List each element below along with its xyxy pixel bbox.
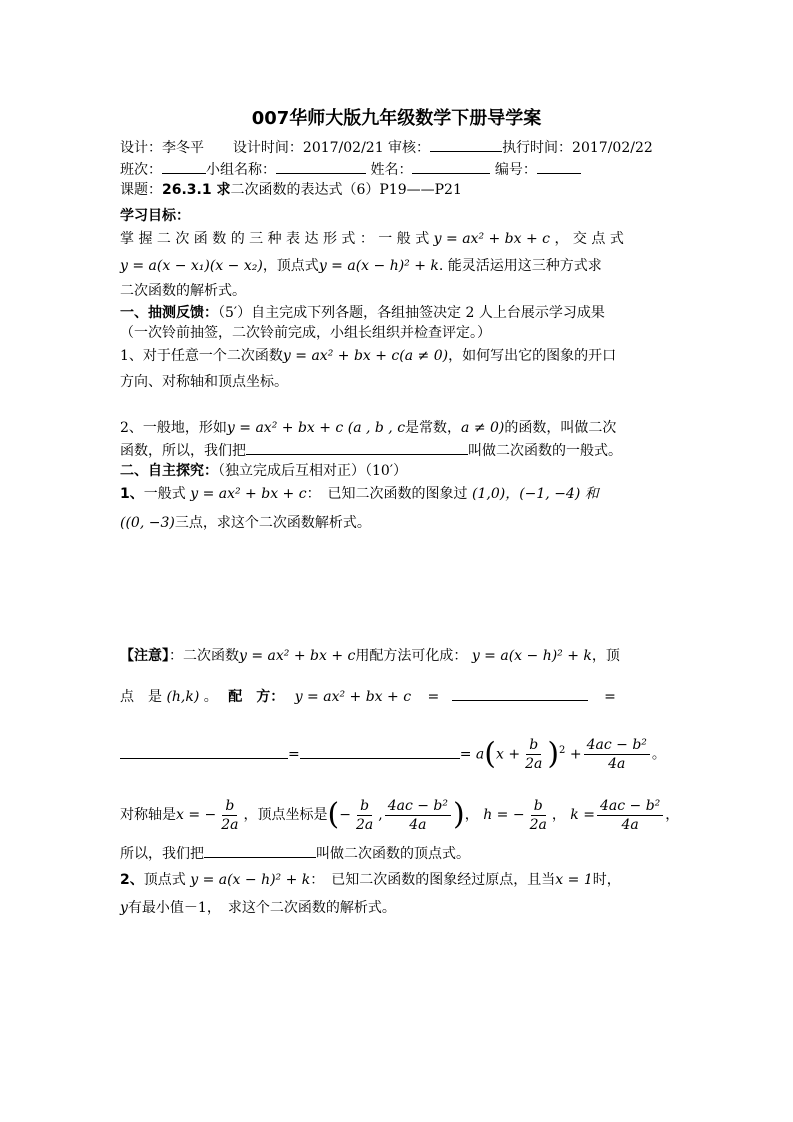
q2-text: 2、一般地，形如 [120, 420, 227, 436]
notice-text: 。 [203, 689, 218, 705]
notice-formula: y = ax² + bx + c [239, 648, 356, 664]
notice-text: 叫做二次函数的顶点式。 [316, 846, 470, 862]
fraction-k [584, 736, 650, 773]
p2-text: ： 已知二次函数的图象经过原点，且当 [310, 872, 556, 888]
section1-text: （5′）自主完成下列各题，各组抽签决定 2 人上台展示学习成果 [218, 305, 605, 321]
q2-text: 是常数， [405, 420, 462, 436]
axis-formula: x = − [176, 807, 217, 823]
p2-var: y [120, 900, 128, 916]
frac-den: 2a [355, 816, 374, 833]
vertex-form-blank[interactable] [204, 843, 316, 858]
notice-formula: (h,k) [166, 689, 200, 705]
fraction-b-2a [527, 797, 550, 834]
section2-heading: 二、自主探究： [120, 463, 218, 479]
q2-formula: y = ax² + bx + c (a , b , c [226, 420, 406, 436]
notice-line-3: = = a(x + $\frac{b}{2a}$ )$^2$ + $\frac{\text{4ac − b²}}{4a}$ 。 [120, 726, 666, 776]
paren-left: ( [484, 736, 496, 772]
frac-den: 4a [621, 816, 639, 833]
section2-note: （独立完成后互相对正）（10′） [218, 463, 407, 479]
frac-num: 4ac − b² [385, 797, 451, 816]
p2-text: 时， [592, 872, 621, 888]
header-line-3 [120, 180, 462, 200]
designer: 设计：李冬平 [120, 140, 204, 156]
objectives-text: 掌 握 二 次 函 数 的 三 种 表 达 形 式 ： 一 般 式 [120, 231, 430, 247]
design-time: 设计时间：2017/02/21 审核： [232, 140, 431, 156]
frac-num: b [531, 797, 546, 816]
vertex-form: y = a(x − h)² + k [318, 258, 439, 274]
general-form: y = ax² + bx + c [433, 231, 551, 247]
notice-line-4: 对称轴是x = − $\frac{b}{2a}$ ，顶点坐标是(− $\frac{b}{2a}$ , $\frac{\text{4ac − b²}}{4a}$ )， h = − $\frac{b}{2a}$ ， k = $\frac{\text{4ac − b²}}{4a}$ ， [120, 797, 680, 833]
p2-formula: y = a(x − h)² + k [190, 872, 311, 888]
p1-number: 1、 [120, 486, 144, 502]
objectives-line-2 [120, 256, 602, 276]
page-title: 007华师大版九年级数学下册导学案 [251, 108, 542, 129]
complete-square-blank-3[interactable] [300, 744, 460, 759]
p1-text: ： 已知二次函数的图象过 [306, 486, 468, 502]
paren-right: ) [453, 797, 465, 832]
fraction-k [597, 797, 663, 834]
fraction-b-2a [218, 797, 241, 834]
notice-line-5 [120, 843, 470, 864]
paren-left: ( [327, 797, 340, 832]
objectives-text: ， 交 点 式 [554, 231, 624, 247]
equals: = [427, 689, 440, 705]
question-2-cont [120, 440, 622, 461]
notice-label: 【注意】 [120, 648, 169, 664]
exec-time: 执行时间：2017/02/22 [502, 140, 653, 156]
problem-1-cont [120, 513, 371, 533]
frac-den: 2a [529, 816, 547, 833]
section1-title [120, 303, 605, 323]
p2-text: 顶点式 [143, 872, 186, 888]
problem-2 [120, 870, 621, 890]
number-label: 编号： [494, 162, 537, 178]
problem-2-cont [120, 898, 396, 918]
q2-text: 叫做二次函数的一般式。 [468, 443, 622, 459]
notice-text: 点 是 [120, 689, 162, 705]
problem-1 [120, 484, 599, 504]
p1-points: (1,0)，(−1, −4) 和 [472, 486, 599, 502]
topic-number: 26.3.1 求 [162, 182, 231, 198]
p1-formula: y = ax² + bx + c [190, 486, 307, 502]
group-label: 小组名称： [206, 162, 276, 178]
q2-text: 的函数，叫做二次 [504, 420, 617, 436]
fraction-b-2a [522, 736, 545, 773]
q2-text: 函数，所以，我们把 [120, 443, 246, 459]
equals: = [288, 746, 300, 763]
notice-formula: y = a(x − h)² + k [471, 648, 592, 664]
k-formula: k = [570, 807, 595, 823]
objectives-text: . 能灵活运用这三种方式求 [438, 258, 602, 274]
objectives-line-1 [120, 229, 624, 249]
notice-text: ：二次函数 [169, 648, 239, 664]
header-line-2 [120, 159, 581, 180]
var-x: x + [495, 746, 521, 763]
q1-text: ，如何写出它的图象的开口 [448, 348, 617, 364]
frac-den: 4a [608, 756, 626, 773]
question-2 [120, 418, 616, 438]
q1-formula: y = ax² + bx + c(a ≠ 0) [282, 348, 449, 364]
notice-text: 用配方法可化成： [355, 648, 468, 664]
frac-den: 4a [409, 816, 427, 833]
frac-num: b [526, 736, 541, 755]
section1-heading: 一、抽测反馈： [120, 305, 218, 321]
notice-line-2 [120, 686, 616, 707]
p1-point: ((0, −3) [120, 515, 175, 531]
section2-title [120, 461, 407, 481]
axis-label: 对称轴是 [120, 807, 176, 823]
notice-text: ，顶 [591, 648, 620, 664]
frac-num: 4ac − b² [597, 797, 663, 816]
notice-formula: = a [459, 746, 485, 763]
question-1-cont: 方向、对称轴和顶点坐标。 [120, 374, 288, 390]
section1-note: （一次铃前抽签，二次铃前完成，小组长组织并检查评定。） [120, 325, 491, 341]
p2-formula: x = 1 [555, 872, 593, 888]
name-label: 姓名： [370, 162, 413, 178]
vertex-label: ，顶点坐标是 [243, 807, 328, 823]
general-form-blank[interactable] [246, 440, 468, 455]
paren-right: ) [547, 736, 560, 772]
notice-formula: y = ax² + bx + c [294, 689, 412, 705]
equals: = [604, 689, 616, 705]
class-blank[interactable] [162, 159, 206, 174]
number-blank[interactable] [537, 159, 581, 174]
frac-num: 4ac − b² [584, 736, 650, 755]
topic-label: 课题： [120, 182, 162, 198]
p1-text: 一般式 [143, 486, 186, 502]
notice-complete-square: 配 方： [228, 689, 285, 705]
group-blank[interactable] [276, 159, 366, 174]
intersect-form: y = a(x − x₁)(x − x₂) [120, 258, 263, 274]
header-line-1 [120, 137, 653, 158]
frac-den: 2a [221, 816, 239, 833]
exponent: 2 [559, 745, 566, 756]
q2-formula: a ≠ 0) [461, 420, 505, 436]
topic-text: 二次函数的表达式（6）P19——P21 [230, 182, 462, 198]
notice-text: 所以，我们把 [120, 846, 204, 862]
frac-den: 2a [525, 756, 543, 773]
p2-text: 有最小值－1， 求这个二次函数的解析式。 [127, 900, 396, 916]
fraction-b-2a [353, 797, 376, 834]
h-formula: h = − [483, 807, 525, 823]
fraction-k [385, 797, 451, 834]
complete-square-blank-1[interactable] [452, 686, 588, 701]
reviewer-blank[interactable] [430, 137, 502, 152]
frac-num: b [222, 797, 237, 816]
p2-number: 2、 [120, 872, 144, 888]
q1-text: 1、对于任意一个二次函数 [120, 348, 283, 364]
p1-text: 三点，求这个二次函数解析式。 [174, 515, 371, 531]
objectives-heading: 学习目标： [120, 208, 190, 224]
question-1 [120, 346, 616, 366]
notice-line-1 [120, 646, 620, 666]
complete-square-blank-2[interactable] [120, 744, 288, 759]
class-label: 班次： [120, 162, 162, 178]
objectives-line-3: 二次函数的解析式。 [120, 283, 246, 299]
frac-num: b [357, 797, 372, 816]
objectives-text: ，顶点式 [262, 258, 319, 274]
name-blank[interactable] [412, 159, 490, 174]
